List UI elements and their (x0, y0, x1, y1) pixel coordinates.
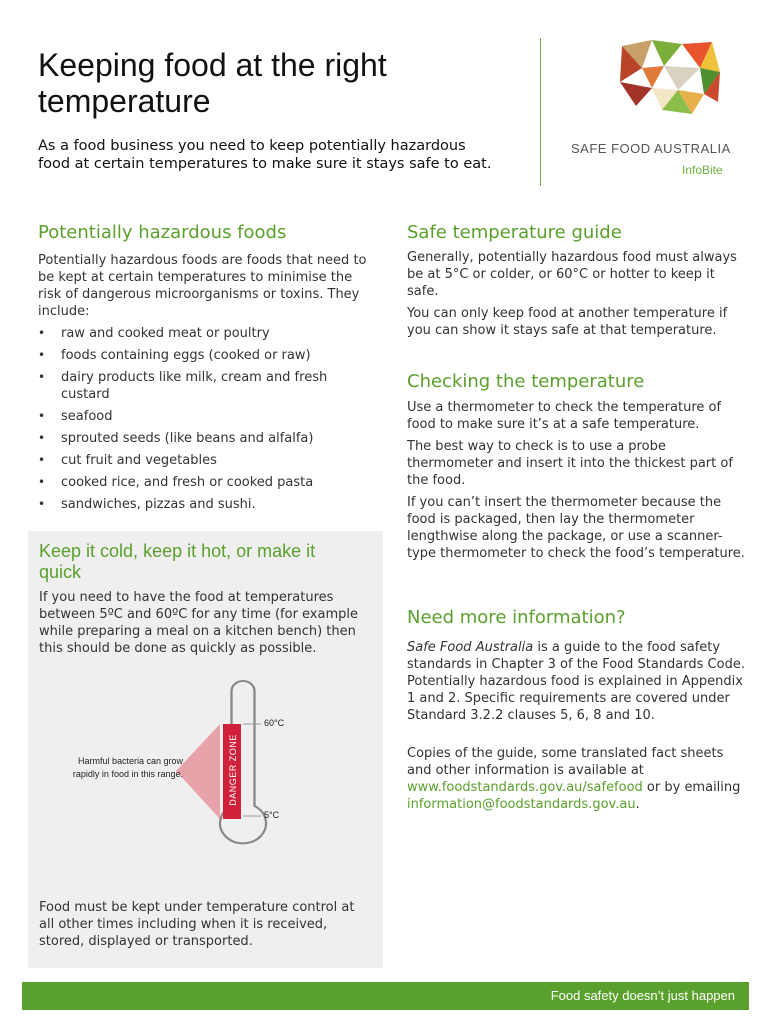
box-heading: Keep it cold, keep it hot, or make it quick (39, 541, 316, 582)
guide-title: Safe Food Australia (407, 640, 534, 655)
more-p1 (407, 639, 749, 724)
header-divider (540, 38, 541, 186)
list-item: • seafood (38, 408, 378, 425)
logo-subtitle: InfoBite (682, 163, 723, 177)
more-section (407, 639, 749, 813)
email-link[interactable]: information@foodstandards.gov.au (407, 797, 636, 812)
list-item: • sprouted seeds (like beans and alfalfa) (38, 430, 378, 447)
bacteria-note (48, 755, 183, 781)
list-item: • cooked rice, and fresh or cooked pasta (38, 474, 378, 491)
title-line-2: temperature (38, 83, 211, 119)
checking-section (407, 399, 747, 562)
more-end-text: . (635, 797, 640, 812)
list-item: • cut fruit and vegetables (38, 452, 378, 469)
logo-name: SAFE FOOD AUSTRALIA (571, 141, 731, 156)
bacteria-note-line1: Harmful bacteria can grow (77, 756, 183, 766)
guide-p1: Generally, potentially hazardous food must always be at 5°C or colder, or 60°C or hotter to keep it safe. (407, 250, 737, 299)
box-text: If you need to have the food at temperatures between 5ºC and 60ºC for any time (for example while preparing a meal on a kitchen bench) then this should be done as quickly as possible. (39, 590, 358, 656)
safe-food-logo (612, 38, 722, 116)
more-p2 (407, 745, 749, 813)
phf-section (38, 252, 378, 518)
guide-p2: You can only keep food at another temperature if you can show it stays safe at that temperature. (407, 306, 728, 338)
more-p2-text: Copies of the guide, some translated fact sheets and other information is available at (407, 746, 724, 778)
list-item: • sandwiches, pizzas and sushi. (38, 496, 378, 513)
intro-line-2: food at certain temperatures to make sure it stays safe to eat. (38, 156, 492, 172)
intro-line-1: As a food business you need to keep potentially hazardous (38, 138, 466, 154)
guide-section (407, 249, 749, 339)
safefood-link[interactable]: www.foodstandards.gov.au/safefood (407, 780, 643, 795)
checking-p2: The best way to check is to use a probe thermometer and insert it into the thickest part of the food. (407, 439, 733, 488)
bacteria-note-line2: rapidly in food in this range. (72, 769, 183, 779)
list-item: • foods containing eggs (cooked or raw) (38, 347, 378, 364)
list-item: • dairy products like milk, cream and fresh custard (38, 369, 378, 403)
footer-bar (22, 982, 749, 1010)
checking-p3: If you can’t insert the thermometer because the food is packaged, then lay the thermometer lengthwise along the package, or use a scanner-type thermometer to check the food’s temperature. (407, 495, 745, 561)
label-60c: 60°C (264, 718, 285, 728)
list-item: • raw and cooked meat or poultry (38, 325, 378, 342)
phf-heading: Potentially hazardous foods (38, 222, 287, 243)
more-heading: Need more information? (407, 607, 626, 628)
page-title (38, 47, 387, 119)
phf-list (38, 325, 378, 513)
label-5c: 5°C (264, 810, 280, 820)
checking-p1: Use a thermometer to check the temperature of food to make sure it’s at a safe temperature. (407, 400, 722, 432)
more-p1-text: is a guide to the food safety standards in Chapter 3 of the Food Standards Code. Potentially hazardous food is explained in Appendix 1 and 2. Specific requirements are covered under Standard 3.2.2 clauses 5, 6, 8 and 10. (407, 640, 745, 723)
guide-heading: Safe temperature guide (407, 222, 622, 243)
danger-zone-label: DANGER ZONE (228, 734, 238, 806)
intro-text (38, 137, 538, 173)
more-mid-text: or by emailing (642, 780, 741, 795)
title-line-1: Keeping food at the right (38, 47, 387, 83)
thermometer-diagram (48, 676, 368, 881)
box-footer-text: Food must be kept under temperature control at all other times including when it is received, stored, displayed or transported. (39, 900, 355, 949)
temperature-box (28, 531, 383, 968)
footer-tagline: Food safety doesn’t just happen (550, 988, 735, 1003)
phf-intro: Potentially hazardous foods are foods that need to be kept at certain temperatures to minimise the risk of dangerous microorganisms or toxins. They include: (38, 253, 367, 319)
checking-heading: Checking the temperature (407, 371, 645, 392)
